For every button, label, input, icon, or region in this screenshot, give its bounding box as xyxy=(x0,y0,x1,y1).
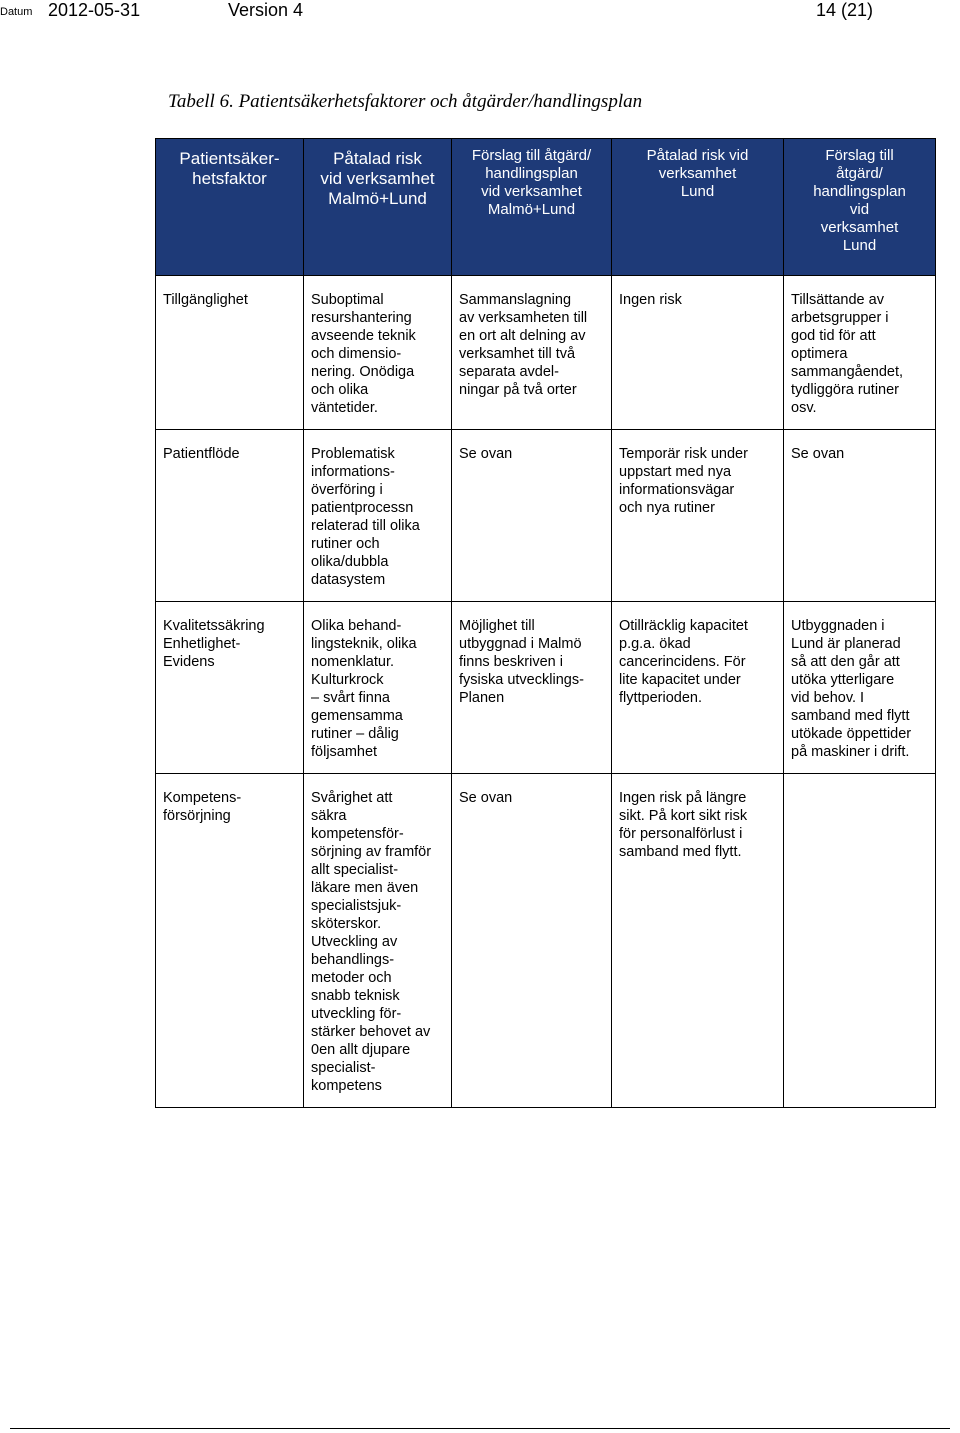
table-cell: Utbyggnaden i Lund är planerad så att den går att utöka ytterligare vid behov. I samband med flytt utökade öppettider på maskiner i drift. xyxy=(784,602,936,774)
column-header-risk-lund: Påtalad risk vid verksamhet Lund xyxy=(612,139,784,276)
table-cell: Problematisk informations- överföring i patientprocessn relaterad till olika rutiner och olika/dubbla datasystem xyxy=(304,430,452,602)
table-cell: Suboptimal resurshantering avseende teknik och dimensio- nering. Onödiga och olika väntetider. xyxy=(304,276,452,430)
page-header xyxy=(0,0,960,26)
column-header-action-lund: Förslag till åtgärd/ handlingsplan vid verksamhet Lund xyxy=(784,139,936,276)
page-number: 14 (21) xyxy=(816,0,874,20)
table-cell: Ingen risk på längre sikt. På kort sikt risk för personalförlust i samband med flytt. xyxy=(612,774,784,1108)
table-row xyxy=(156,602,936,774)
table-cell: Sammanslagning av verksamheten till en ort alt delning av verksamhet till två separata avdel- ningar på två orter xyxy=(452,276,612,430)
table-cell: Se ovan xyxy=(452,430,612,602)
table-caption: Tabell 6. Patientsäkerhetsfaktorer och åtgärder/handlingsplan xyxy=(168,91,643,112)
table-cell: Se ovan xyxy=(452,774,612,1108)
document-version: Version 4 xyxy=(228,0,304,20)
table-cell: Tillsättande av arbetsgrupper i god tid för att optimera sammangåendet, tydliggöra rutiner osv. xyxy=(784,276,936,430)
table-row xyxy=(156,430,936,602)
table-cell: Svårighet att säkra kompetensför- sörjning av framför allt specialist- läkare men även specialistsjuk- sköterskor. Utveckling av behandlings- metoder och snabb teknisk utveckling för- stärker behovet av 0en allt djupare specialist- kompetens xyxy=(304,774,452,1108)
column-header-factor: Patientsäker- hetsfaktor xyxy=(156,139,304,276)
table-header-row xyxy=(156,139,936,276)
table-cell: Otillräcklig kapacitet p.g.a. ökad cancerincidens. För lite kapacitet under flyttperioden. xyxy=(612,602,784,774)
column-header-action-malmo-lund: Förslag till åtgärd/ handlingsplan vid verksamhet Malmö+Lund xyxy=(452,139,612,276)
table-cell: Temporär risk under uppstart med nya informationsvägar och nya rutiner xyxy=(612,430,784,602)
table-cell: Se ovan xyxy=(784,430,936,602)
risk-table xyxy=(155,138,936,1108)
table-cell: Olika behand- lingsteknik, olika nomenklatur. Kulturkrock – svårt finna gemensamma rutiner – dålig följsamhet xyxy=(304,602,452,774)
table-cell: Kvalitetssäkring Enhetlighet- Evidens xyxy=(156,602,304,774)
table-row xyxy=(156,276,936,430)
document-date: 2012-05-31 xyxy=(48,0,141,20)
table-cell: Kompetens- försörjning xyxy=(156,774,304,1108)
footer-divider xyxy=(10,1428,950,1429)
table-cell xyxy=(784,774,936,1108)
table-cell: Möjlighet till utbyggnad i Malmö finns beskriven i fysiska utvecklings- Planen xyxy=(452,602,612,774)
table-cell: Tillgänglighet xyxy=(156,276,304,430)
datum-label: Datum xyxy=(0,6,33,18)
table-cell: Patientflöde xyxy=(156,430,304,602)
column-header-risk-malmo-lund: Påtalad risk vid verksamhet Malmö+Lund xyxy=(304,139,452,276)
table-cell: Ingen risk xyxy=(612,276,784,430)
table-row xyxy=(156,774,936,1108)
